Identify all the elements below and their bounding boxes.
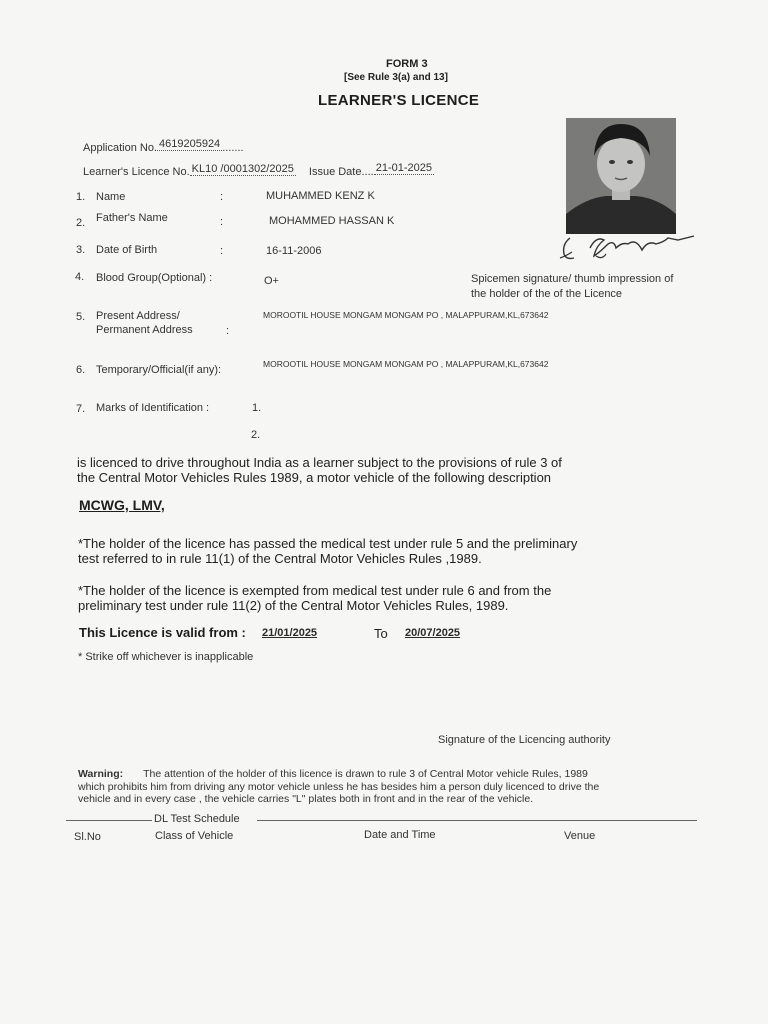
field-5-sep: : [226, 325, 230, 337]
authority-signature-label: Signature of the Licencing authority [438, 734, 611, 746]
rule-reference: [See Rule 3(a) and 13] [344, 72, 448, 83]
specimen-caption-1: Spicemen signature/ thumb impression of [471, 273, 674, 285]
field-dob-value: 16-11-2006 [266, 245, 322, 257]
field-dob-label: Date of Birth [96, 244, 158, 256]
application-number: 4619205924 [159, 138, 221, 150]
form-number: FORM 3 [386, 58, 428, 70]
page-title: LEARNER'S LICENCE [318, 92, 480, 109]
field-5-num: 5. [76, 311, 86, 323]
medical-note-2b: preliminary test under rule 11(2) of the Central Motor Vehicles Rules, 1989. [78, 598, 509, 613]
field-1-num: 1. [76, 191, 86, 203]
field-3-sep: : [220, 245, 224, 257]
application-row: Application No. 4619205924 ....... [83, 138, 244, 154]
medical-note-1b: test referred to in rule 11(1) of the Central Motor Vehicles Rules ,1989. [78, 551, 482, 566]
valid-to-label: To [374, 626, 388, 641]
licence-statement-2: the Central Motor Vehicles Rules 1989, a motor vehicle of the following description [77, 470, 552, 485]
schedule-rule-right [257, 820, 697, 821]
field-temp-address-label: Temporary/Official(if any): [96, 364, 222, 376]
field-blood-value: O+ [264, 275, 279, 287]
field-temp-address-value: MOROOTIL HOUSE MONGAM MONGAM PO , MALAPPURAM,KL,673642 [263, 359, 549, 369]
schedule-col-venue: Venue [564, 830, 596, 842]
field-6-num: 6. [76, 364, 86, 376]
field-father-value: MOHAMMED HASSAN K [269, 215, 395, 227]
field-marks-label: Marks of Identification : [96, 402, 210, 414]
warning-label: Warning: [78, 768, 124, 780]
field-3-num: 3. [76, 244, 86, 256]
field-address-value: MOROOTIL HOUSE MONGAM MONGAM PO , MALAPPURAM,KL,673642 [263, 310, 549, 320]
medical-note-2a: *The holder of the licence is exempted from medical test under rule 6 and from the [78, 583, 552, 598]
schedule-col-class: Class of Vehicle [155, 830, 234, 842]
schedule-rule-left [66, 820, 152, 821]
warning-text-1: The attention of the holder of this licence is drawn to rule 3 of Central Motor vehicle Rules, 1989 [143, 768, 588, 780]
application-label: Application No. [83, 142, 157, 154]
field-name-value: MUHAMMED KENZ K [266, 190, 375, 202]
field-father-label: Father's Name [96, 212, 168, 224]
field-4-num: 4. [75, 271, 85, 283]
field-1-sep: : [220, 191, 224, 203]
field-address-label: Present Address/ [96, 310, 180, 322]
mark-2: 2. [251, 429, 261, 441]
issue-date: 21-01-2025 [375, 162, 432, 174]
validity-label: This Licence is valid from : [79, 625, 246, 640]
issue-date-label: Issue Date [308, 166, 362, 178]
medical-note-1a: *The holder of the licence has passed the medical test under rule 5 and the preliminary [78, 536, 578, 551]
schedule-title: DL Test Schedule [154, 813, 240, 825]
field-blood-label: Blood Group(Optional) : [96, 272, 213, 284]
warning-text-2: which prohibits him from driving any motor vehicle unless he has besides him a person duly licenced to drive the [78, 780, 600, 793]
strike-note: * Strike off whichever is inapplicable [78, 651, 254, 663]
field-2-sep: : [220, 216, 224, 228]
field-7-num: 7. [76, 403, 86, 415]
vehicle-classes: MCWG, LMV, [79, 497, 165, 513]
licence-number: KL10 /0001302/2025 [191, 163, 294, 175]
holder-signature [556, 228, 698, 268]
holder-photo [566, 118, 676, 234]
licence-label: Learner's Licence No. [83, 166, 190, 178]
licence-statement-1: is licenced to drive throughout India as a learner subject to the provisions of rule 3 of [77, 455, 562, 470]
field-2-num: 2. [76, 217, 86, 229]
schedule-col-datetime: Date and Time [364, 829, 436, 841]
specimen-caption-2: the holder of the of the Licence [471, 288, 623, 300]
mark-1: 1. [252, 402, 262, 414]
valid-from-date: 21/01/2025 [262, 627, 318, 639]
field-address-label-2: Permanent Address [96, 324, 193, 336]
licence-row: Learner's Licence No. KL10 /0001302/2025 Issue Date.... 21-01-2025 [83, 162, 432, 178]
schedule-col-slno: Sl.No [74, 831, 101, 843]
warning-block [78, 768, 688, 806]
warning-text-3: vehicle and in every case , the vehicle carries "L" plates both in front and in the rear of the vehicle. [78, 793, 534, 805]
field-name-label: Name [96, 191, 126, 203]
valid-to-date: 20/07/2025 [405, 627, 461, 639]
